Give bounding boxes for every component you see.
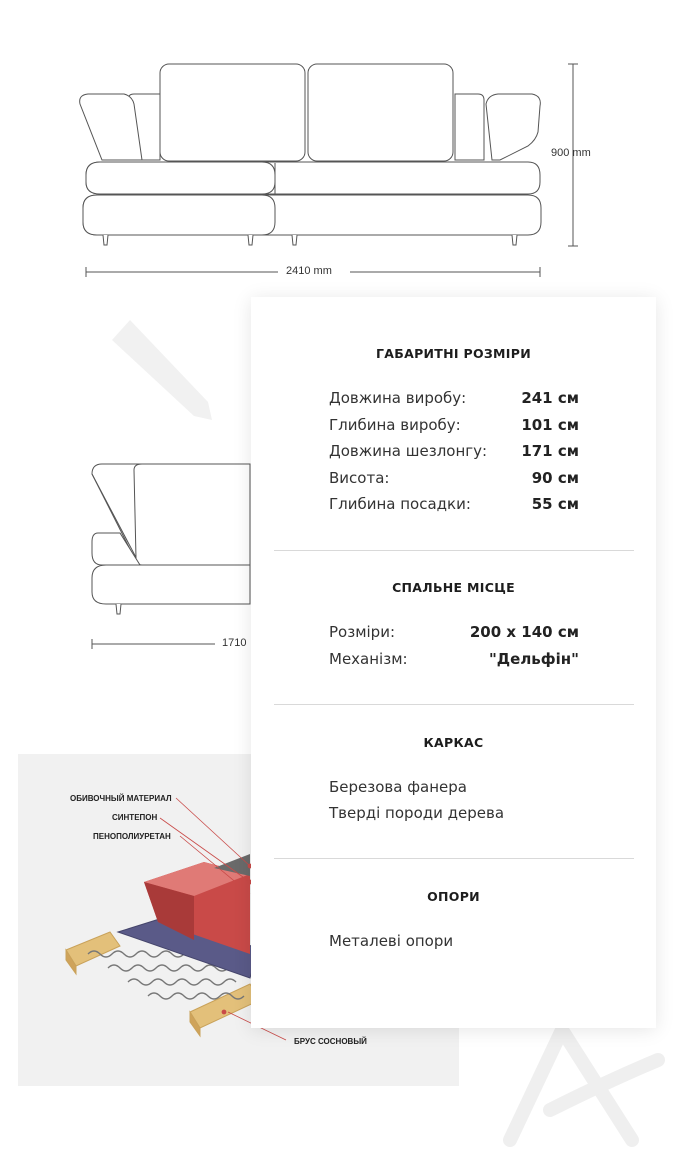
section-divider (274, 704, 634, 705)
spec-value: "Дельфін" (488, 650, 579, 668)
spec-row (329, 442, 579, 464)
spec-row (329, 650, 579, 672)
chaise-dimension-label: 1710 (222, 637, 247, 649)
section-title-frame: КАРКАС (423, 735, 484, 750)
spec-label: Висота: (329, 469, 390, 487)
spec-label: Розміри: (329, 623, 396, 641)
spec-row (329, 416, 579, 438)
spec-row (329, 623, 579, 645)
section-divider (274, 550, 634, 551)
section-title-supports: ОПОРИ (427, 889, 480, 904)
brand-watermark-icon (490, 1010, 690, 1150)
spec-value: 101 см (521, 416, 579, 434)
pencil-watermark-icon (112, 320, 212, 420)
spec-value: 171 см (521, 442, 579, 460)
label-sintepon: СИНТЕПОН (112, 813, 158, 822)
spec-label: Довжина виробу: (329, 389, 467, 407)
spec-label: Глибина виробу: (329, 416, 461, 434)
spec-value: 55 см (531, 495, 579, 513)
spec-row (329, 389, 579, 411)
spec-row (329, 495, 579, 517)
label-upholstery: ОБИВОЧНЫЙ МАТЕРИАЛ (70, 794, 172, 803)
label-pine-beam: БРУС СОСНОВЫЙ (294, 1037, 367, 1046)
spec-label: Механізм: (329, 650, 408, 668)
length-dimension-label: 2410 mm (286, 265, 332, 277)
spec-row (329, 469, 579, 491)
spec-label: Глибина посадки: (329, 495, 471, 513)
height-dimension-label: 900 mm (551, 147, 591, 159)
spec-label: Довжина шезлонгу: (329, 442, 488, 460)
sofa-side-drawing (0, 300, 260, 670)
section-title-dimensions: ГАБАРИТНІ РОЗМІРИ (376, 346, 531, 361)
specs-card (251, 297, 656, 1028)
spec-value: 200 х 140 см (469, 623, 579, 641)
sofa-front-drawing (0, 0, 690, 290)
supports-item: Металеві опори (329, 932, 454, 950)
label-foam: ПЕНОПОЛИУРЕТАН (93, 832, 171, 841)
frame-item: Березова фанера (329, 778, 467, 796)
section-divider (274, 858, 634, 859)
frame-item: Тверді породи дерева (329, 804, 505, 822)
section-title-sleeping-place: СПАЛЬНЕ МІСЦЕ (392, 580, 515, 595)
spec-value: 241 см (521, 389, 579, 407)
spec-value: 90 см (531, 469, 579, 487)
